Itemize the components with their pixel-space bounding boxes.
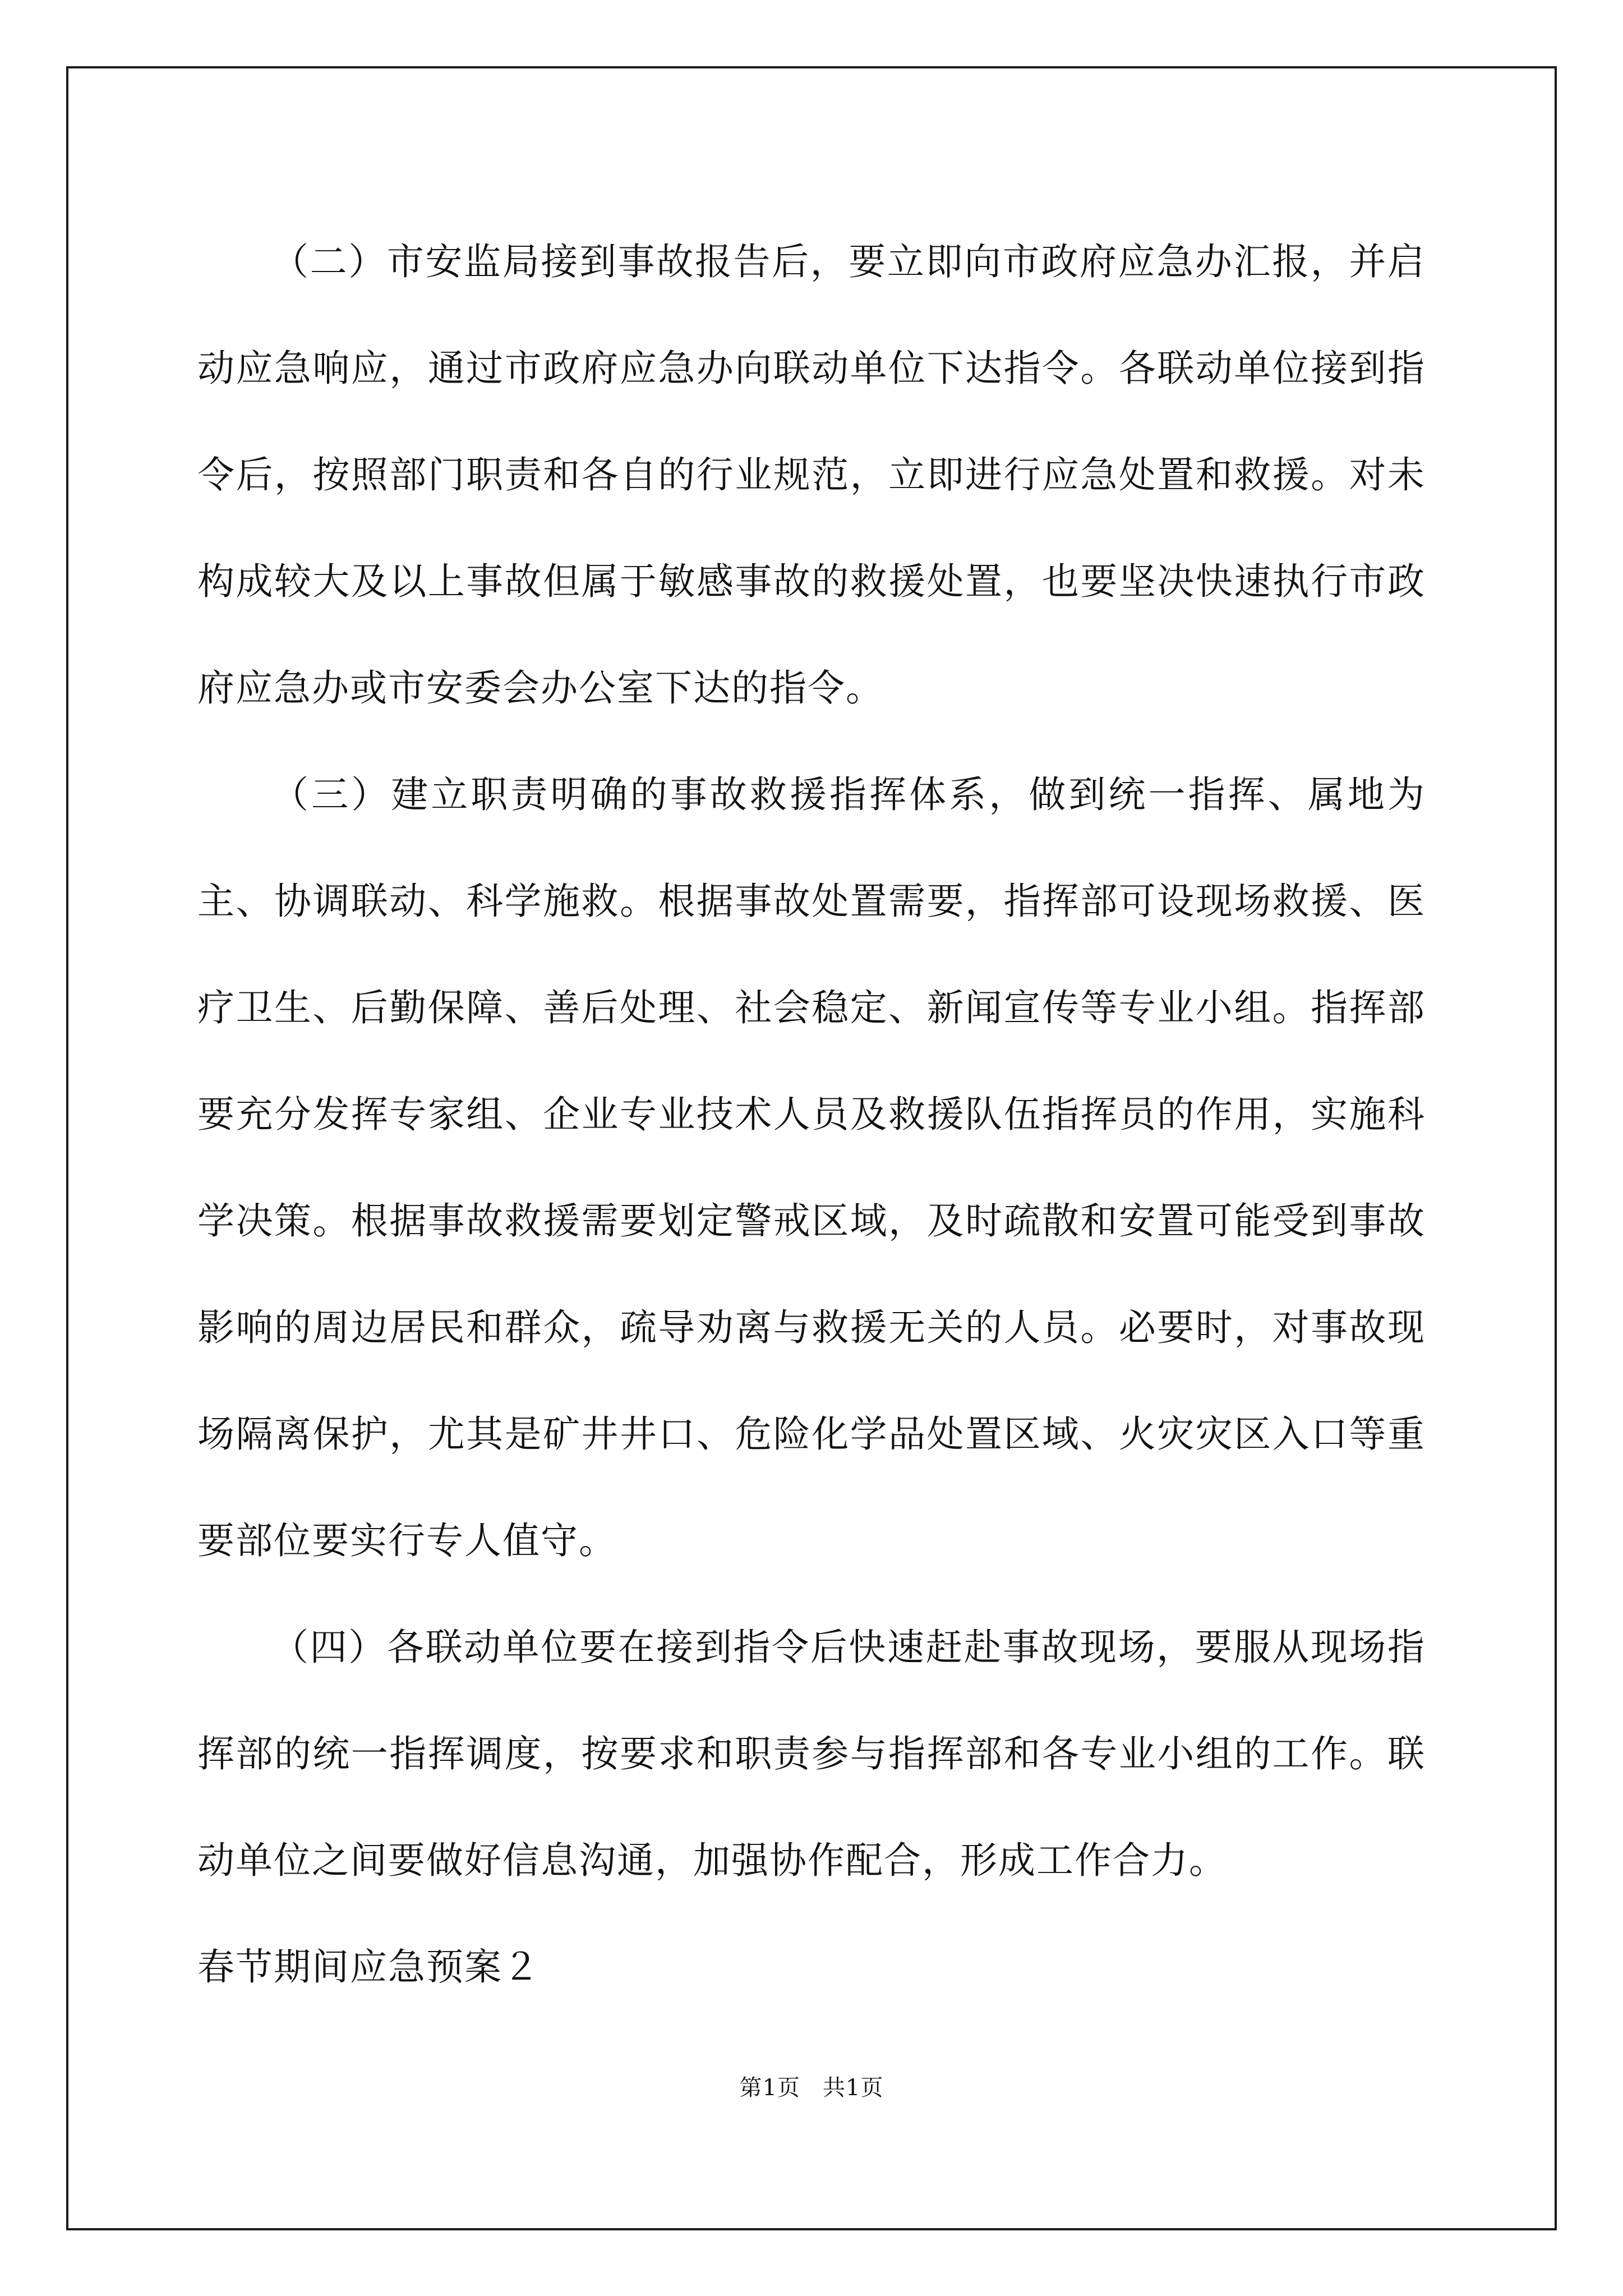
page-number: 第1页 — [739, 2075, 800, 2101]
section-heading: 春节期间应急预案２ — [197, 1945, 541, 1989]
document-body — [197, 209, 1426, 2021]
paragraph-3: （三）建立职责明确的事故救援指挥体系，做到统一指挥、属地为主、协调联动、科学施救。根据事故处置需要，指挥部可设现场救援、医疗卫生、后勤保障、善后处理、社会稳定、新闻宣传等专业小组。指挥部要充分发挥专家组、企业专业技术人员及救援队伍指挥员的作用，实施科学决策。根据事故救援需要划定警戒区域，及时疏散和安置可能受到事故影响的周边居民和群众，疏导劝离与救援无关的人员。必要时，对事故现场隔离保护，尤其是矿井井口、危险化学品处置区域、火灾灾区入口等重要部位要实行专人值守。 — [197, 773, 1426, 1562]
paragraph-2: （二）市安监局接到事故报告后，要立即向市政府应急办汇报，并启动应急响应，通过市政府应急办向联动单位下达指令。各联动单位接到指令后，按照部门职责和各自的行业规范，立即进行应急处置和救援。对未构成较大及以上事故但属于敏感事故的救援处置，也要坚决快速执行市政府应急办或市安委会办公室下达的指令。 — [197, 240, 1426, 710]
paragraph-4: （四）各联动单位要在接到指令后快速赶赴事故现场，要服从现场指挥部的统一指挥调度，按要求和职责参与指挥部和各专业小组的工作。联动单位之间要做好信息沟通，加强协作配合，形成工作合力。 — [197, 1626, 1426, 1882]
page-footer — [0, 2071, 1623, 2105]
page-total: 共1页 — [823, 2075, 884, 2101]
